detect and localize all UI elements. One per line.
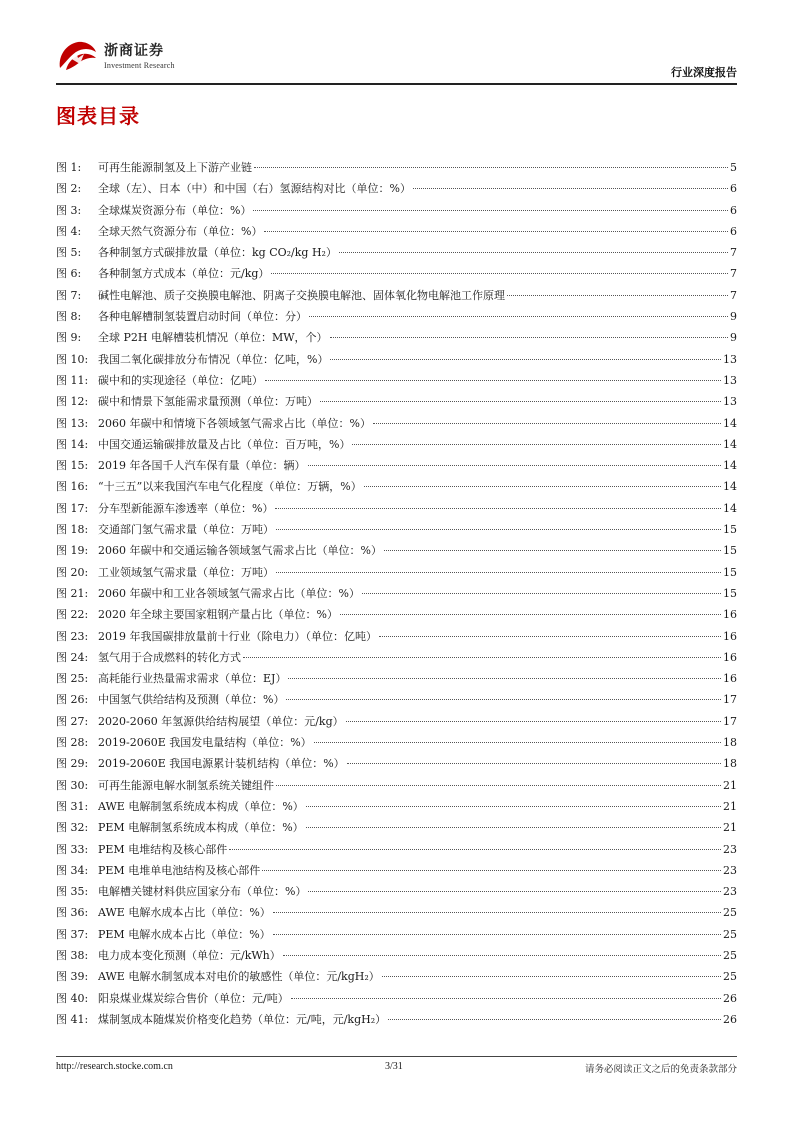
toc-entry-page: 6 xyxy=(730,203,737,217)
toc-entry[interactable] xyxy=(56,693,737,714)
toc-entry-title: 全球天然气资源分布（单位：%） xyxy=(98,224,263,238)
toc-entry[interactable] xyxy=(56,523,737,544)
toc-dot-leader xyxy=(273,912,721,913)
toc-entry[interactable] xyxy=(56,992,737,1013)
toc-entry-page: 6 xyxy=(730,182,737,196)
toc-dot-leader xyxy=(288,678,721,679)
toc-entry[interactable] xyxy=(56,182,737,203)
toc-entry-page: 6 xyxy=(730,224,737,238)
footer-page-number: 3/31 xyxy=(385,1061,403,1072)
toc-dot-leader xyxy=(379,636,721,637)
toc-entry-title: 2019-2060E 我国发电量结构（单位：%） xyxy=(98,736,312,750)
toc-dot-leader xyxy=(364,486,721,487)
toc-entry-label: 图 17: xyxy=(56,501,89,515)
toc-entry-page: 14 xyxy=(723,459,737,473)
toc-entry-page: 25 xyxy=(723,970,737,984)
toc-entry-page: 7 xyxy=(730,267,737,281)
toc-entry[interactable] xyxy=(56,310,737,331)
toc-entry-title: 2020 年全球主要国家粗钢产量占比（单位：%） xyxy=(98,608,338,622)
toc-entry-title: 阳泉煤业煤炭综合售价（单位：元/吨） xyxy=(98,991,289,1005)
toc-entry[interactable] xyxy=(56,395,737,416)
toc-entry[interactable] xyxy=(56,502,737,523)
toc-entry-title: 中国交通运输碳排放量及占比（单位：百万吨，%） xyxy=(98,437,351,451)
toc-dot-leader xyxy=(352,444,721,445)
toc-entry[interactable] xyxy=(56,928,737,949)
toc-entry-page: 21 xyxy=(723,778,737,792)
toc-entry-page: 17 xyxy=(723,714,737,728)
toc-dot-leader xyxy=(384,550,721,551)
toc-dot-leader xyxy=(308,465,722,466)
toc-entry[interactable] xyxy=(56,587,737,608)
toc-entry[interactable] xyxy=(56,566,737,587)
toc-entry-label: 图 41: xyxy=(56,1012,89,1026)
footer-disclaimer: 请务必阅读正文之后的免责条款部分 xyxy=(584,1064,737,1075)
toc-entry-page: 15 xyxy=(723,586,737,600)
toc-entry-title: AWE 电解制氢系统成本构成（单位：%） xyxy=(98,799,304,813)
brand-name-en: Investment Research xyxy=(104,61,175,70)
toc-entry-label: 图 9: xyxy=(56,331,82,345)
toc-entry-label: 图 15: xyxy=(56,459,89,473)
toc-entry-label: 图 33: xyxy=(56,842,89,856)
toc-dot-leader xyxy=(308,891,721,892)
toc-dot-leader xyxy=(346,721,721,722)
toc-dot-leader xyxy=(271,273,728,274)
toc-entry-label: 图 39: xyxy=(56,970,89,984)
toc-entry-title: “十三五”以来我国汽车电气化程度（单位：万辆，%） xyxy=(98,480,362,494)
toc-dot-leader xyxy=(229,849,721,850)
toc-dot-leader xyxy=(330,337,728,338)
toc-dot-leader xyxy=(275,508,721,509)
toc-entry-label: 图 12: xyxy=(56,395,89,409)
toc-entry[interactable] xyxy=(56,906,737,927)
footer-url[interactable]: http://research.stocke.com.cn xyxy=(56,1061,173,1072)
toc-entry[interactable] xyxy=(56,779,737,800)
toc-entry-title: 全球（左）、日本（中）和中国（右）氢源结构对比（单位：%） xyxy=(98,182,411,196)
toc-dot-leader xyxy=(276,572,721,573)
toc-entry[interactable] xyxy=(56,353,737,374)
toc-dot-leader xyxy=(339,252,728,253)
toc-dot-leader xyxy=(283,955,721,956)
toc-entry-page: 23 xyxy=(723,863,737,877)
toc-entry-title: PEM 电堆结构及核心部件 xyxy=(98,842,228,856)
toc-entry-label: 图 23: xyxy=(56,629,89,643)
toc-entry-label: 图 16: xyxy=(56,480,89,494)
toc-dot-leader xyxy=(291,998,721,999)
toc-entry[interactable] xyxy=(56,267,737,288)
toc-entry-label: 图 11: xyxy=(56,373,89,387)
toc-entry-label: 图 25: xyxy=(56,672,89,686)
toc-entry-title: AWE 电解水成本占比（单位：%） xyxy=(98,906,271,920)
toc-dot-leader xyxy=(276,529,721,530)
toc-dot-leader xyxy=(309,316,728,317)
toc-dot-leader xyxy=(382,976,721,977)
toc-entry-page: 16 xyxy=(723,672,737,686)
toc-entry-label: 图 6: xyxy=(56,267,82,281)
toc-entry-page: 14 xyxy=(723,416,737,430)
toc-entry-title: 2019 年我国碳排放量前十行业（除电力）（单位：亿吨） xyxy=(98,629,377,643)
toc-entry-page: 17 xyxy=(723,693,737,707)
toc-entry[interactable] xyxy=(56,630,737,651)
toc-entry-page: 16 xyxy=(723,608,737,622)
toc-entry-title: 我国二氧化碳排放分布情况（单位：亿吨，%） xyxy=(98,352,329,366)
toc-entry-label: 图 38: xyxy=(56,948,89,962)
toc-dot-leader xyxy=(253,210,728,211)
toc-entry-page: 18 xyxy=(723,757,737,771)
brand-logo xyxy=(56,38,98,72)
toc-entry-title: 碳中和的实现途径（单位：亿吨） xyxy=(98,373,263,387)
toc-entry-page: 21 xyxy=(723,821,737,835)
toc-entry-title: 氢气用于合成燃料的转化方式 xyxy=(98,650,241,664)
toc-title: 图表目录 xyxy=(56,104,140,128)
toc-entry-label: 图 34: xyxy=(56,863,89,877)
toc-entry-title: 交通部门氢气需求量（单位：万吨） xyxy=(98,523,274,537)
toc-dot-leader xyxy=(362,593,721,594)
toc-entry-title: 煤制氢成本随煤炭价格变化趋势（单位：元/吨，元/kgH₂） xyxy=(98,1012,387,1026)
toc-entry-page: 18 xyxy=(723,736,737,750)
toc-entry-title: 工业领域氢气需求量（单位：万吨） xyxy=(98,565,274,579)
toc-entry[interactable] xyxy=(56,459,737,480)
toc-entry[interactable] xyxy=(56,331,737,352)
toc-entry-page: 23 xyxy=(723,885,737,899)
footer-divider xyxy=(56,1056,737,1057)
toc-entry[interactable] xyxy=(56,1013,737,1034)
toc-entry-page: 13 xyxy=(723,395,737,409)
toc-dot-leader xyxy=(320,401,721,402)
toc-entry[interactable] xyxy=(56,417,737,438)
toc-entry-title: PEM 电堆单电池结构及核心部件 xyxy=(98,863,261,877)
toc-entry[interactable] xyxy=(56,608,737,629)
toc-entry-title: 2019-2060E 我国电源累计装机结构（单位：%） xyxy=(98,757,345,771)
toc-entry-page: 9 xyxy=(730,310,737,324)
toc-entry-page: 26 xyxy=(723,991,737,1005)
toc-dot-leader xyxy=(340,614,721,615)
toc-entry-title: 分车型新能源车渗透率（单位：%） xyxy=(98,501,274,515)
toc-dot-leader xyxy=(330,359,721,360)
toc-entry[interactable] xyxy=(56,438,737,459)
toc-entry[interactable] xyxy=(56,544,737,565)
toc-entry-page: 14 xyxy=(723,480,737,494)
toc-entry-page: 14 xyxy=(723,437,737,451)
toc-dot-leader xyxy=(254,167,728,168)
toc-dot-leader xyxy=(413,188,728,189)
toc-entry-title: 可再生能源制氢及上下游产业链 xyxy=(98,161,252,174)
toc-entry-page: 25 xyxy=(723,906,737,920)
toc-entry-page: 25 xyxy=(723,948,737,962)
toc-entry-title: 电解槽关键材料供应国家分布（单位：%） xyxy=(98,885,307,899)
toc-entry-page: 15 xyxy=(723,544,737,558)
toc-entry[interactable] xyxy=(56,821,737,842)
report-type-label: 行业深度报告 xyxy=(671,66,737,79)
toc-entry-label: 图 29: xyxy=(56,757,89,771)
toc-entry[interactable] xyxy=(56,970,737,991)
toc-entry-page: 15 xyxy=(723,565,737,579)
toc-dot-leader xyxy=(388,1019,721,1020)
toc-entry-label: 图 27: xyxy=(56,714,89,728)
toc-entry-title: AWE 电解水制氢成本对电价的敏感性（单位：元/kgH₂） xyxy=(98,970,380,984)
toc-entry-label: 图 5: xyxy=(56,246,82,260)
toc-entry-title: 2060 年碳中和情境下各领域氢气需求占比（单位：%） xyxy=(98,416,371,430)
toc-entry-label: 图 10: xyxy=(56,352,89,366)
toc-entry-page: 25 xyxy=(723,927,737,941)
toc-entry-title: 2019 年各国千人汽车保有量（单位：辆） xyxy=(98,459,306,473)
toc-entry-label: 图 26: xyxy=(56,693,89,707)
toc-entry[interactable] xyxy=(56,864,737,885)
toc-entry[interactable] xyxy=(56,289,737,310)
toc-entry-label: 图 19: xyxy=(56,544,89,558)
toc-entry-title: 碱性电解池、质子交换膜电解池、阴离子交换膜电解池、固体氧化物电解池工作原理 xyxy=(98,288,505,302)
toc-entry-title: PEM 电解制氢系统成本构成（单位：%） xyxy=(98,821,304,835)
toc-entry-title: 2060 年碳中和工业各领域氢气需求占比（单位：%） xyxy=(98,586,360,600)
brand-name-cn: 浙商证券 xyxy=(104,43,164,59)
figure-toc-list xyxy=(56,161,737,1034)
toc-entry[interactable] xyxy=(56,800,737,821)
toc-entry-label: 图 2: xyxy=(56,182,82,196)
toc-entry-label: 图 35: xyxy=(56,885,89,899)
toc-entry[interactable] xyxy=(56,651,737,672)
toc-dot-leader xyxy=(286,699,721,700)
toc-entry[interactable] xyxy=(56,225,737,246)
toc-entry-title: 全球煤炭资源分布（单位：%） xyxy=(98,203,252,217)
toc-entry-title: 各种制氢方式成本（单位：元/kg） xyxy=(98,267,270,281)
toc-entry-page: 9 xyxy=(730,331,737,345)
toc-entry-page: 16 xyxy=(723,629,737,643)
toc-entry-page: 15 xyxy=(723,523,737,537)
toc-entry-label: 图 3: xyxy=(56,203,82,217)
toc-dot-leader xyxy=(347,763,721,764)
page-header xyxy=(56,36,737,82)
toc-entry-title: 2060 年碳中和交通运输各领域氢气需求占比（单位：%） xyxy=(98,544,382,558)
toc-entry-title: 高耗能行业热量需求需求（单位：EJ） xyxy=(98,672,287,686)
header-divider xyxy=(56,83,737,85)
toc-entry-label: 图 7: xyxy=(56,288,82,302)
toc-dot-leader xyxy=(273,934,721,935)
toc-entry-label: 图 13: xyxy=(56,416,89,430)
toc-dot-leader xyxy=(306,827,721,828)
toc-dot-leader xyxy=(262,870,721,871)
toc-entry-label: 图 18: xyxy=(56,523,89,537)
toc-entry-label: 图 22: xyxy=(56,608,89,622)
toc-entry-title: 电力成本变化预测（单位：元/kWh） xyxy=(98,948,281,962)
toc-entry-label: 图 31: xyxy=(56,799,89,813)
toc-entry[interactable] xyxy=(56,161,737,182)
toc-entry[interactable] xyxy=(56,246,737,267)
toc-entry-page: 7 xyxy=(730,288,737,302)
toc-entry[interactable] xyxy=(56,736,737,757)
toc-entry-label: 图 40: xyxy=(56,991,89,1005)
toc-entry[interactable] xyxy=(56,480,737,501)
toc-entry-title: 各种电解槽制氢装置启动时间（单位：分） xyxy=(98,310,307,324)
toc-dot-leader xyxy=(373,423,721,424)
toc-entry-label: 图 24: xyxy=(56,650,89,664)
toc-entry-page: 5 xyxy=(730,161,737,174)
toc-entry-label: 图 20: xyxy=(56,565,89,579)
toc-entry-page: 13 xyxy=(723,352,737,366)
toc-dot-leader xyxy=(265,380,721,381)
toc-entry-page: 16 xyxy=(723,650,737,664)
toc-entry-title: 中国氢气供给结构及预测（单位：%） xyxy=(98,693,285,707)
toc-entry[interactable] xyxy=(56,885,737,906)
toc-entry-label: 图 4: xyxy=(56,224,82,238)
toc-dot-leader xyxy=(276,785,721,786)
toc-entry[interactable] xyxy=(56,949,737,970)
toc-entry-label: 图 1: xyxy=(56,161,82,174)
toc-entry-title: 全球 P2H 电解槽装机情况（单位：MW，个） xyxy=(98,331,328,345)
toc-entry-page: 21 xyxy=(723,799,737,813)
toc-entry-title: 2020-2060 年氢源供给结构展望（单位：元/kg） xyxy=(98,714,344,728)
toc-entry-page: 26 xyxy=(723,1012,737,1026)
toc-dot-leader xyxy=(306,806,721,807)
toc-dot-leader xyxy=(507,295,728,296)
toc-entry[interactable] xyxy=(56,715,737,736)
toc-entry-label: 图 21: xyxy=(56,586,89,600)
toc-entry[interactable] xyxy=(56,757,737,778)
toc-entry[interactable] xyxy=(56,843,737,864)
toc-entry-label: 图 14: xyxy=(56,437,89,451)
toc-entry-page: 23 xyxy=(723,842,737,856)
toc-entry-label: 图 30: xyxy=(56,778,89,792)
toc-entry[interactable] xyxy=(56,374,737,395)
toc-dot-leader xyxy=(243,657,721,658)
toc-entry-title: 各种制氢方式碳排放量（单位：kg CO₂/kg H₂） xyxy=(98,246,337,260)
toc-entry[interactable] xyxy=(56,204,737,225)
toc-entry-title: 碳中和情景下氢能需求量预测（单位：万吨） xyxy=(98,395,318,409)
toc-entry-label: 图 36: xyxy=(56,906,89,920)
toc-entry-label: 图 37: xyxy=(56,927,89,941)
toc-dot-leader xyxy=(264,231,728,232)
toc-entry-page: 13 xyxy=(723,373,737,387)
toc-entry-label: 图 28: xyxy=(56,736,89,750)
toc-entry-label: 图 32: xyxy=(56,821,89,835)
toc-entry-title: PEM 电解水成本占比（单位：%） xyxy=(98,927,271,941)
toc-entry-title: 可再生能源电解水制氢系统关键组件 xyxy=(98,778,274,792)
toc-entry[interactable] xyxy=(56,672,737,693)
toc-entry-label: 图 8: xyxy=(56,310,82,324)
toc-entry-page: 14 xyxy=(723,501,737,515)
toc-entry-page: 7 xyxy=(730,246,737,260)
toc-dot-leader xyxy=(314,742,721,743)
